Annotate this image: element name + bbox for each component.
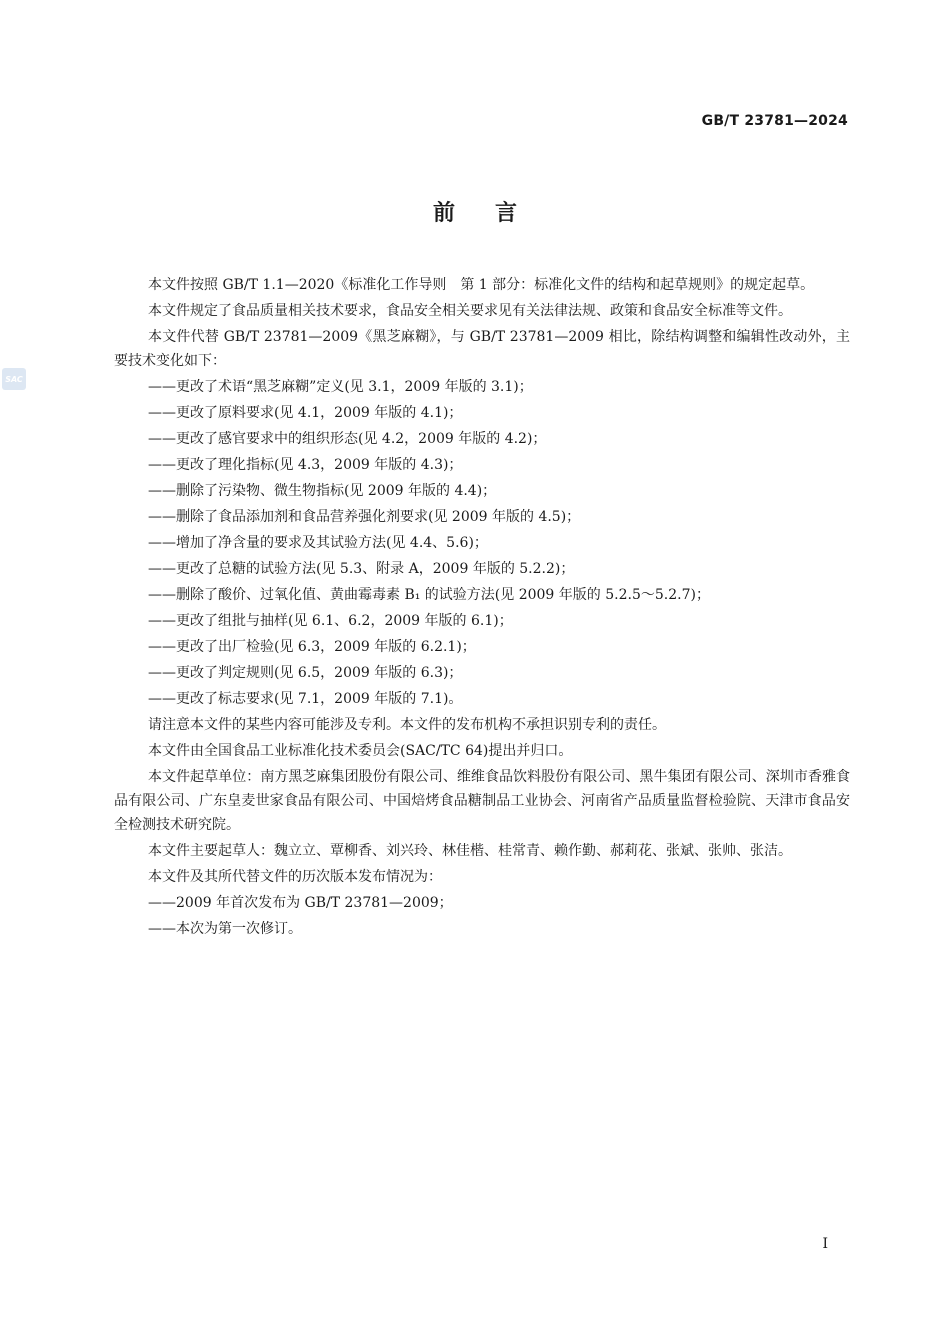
list-item: ——更改了原料要求(见 4.1，2009 年版的 4.1)； xyxy=(148,405,463,421)
list-item: ——本次为第一次修订。 xyxy=(148,921,302,937)
change-list xyxy=(114,375,850,711)
page-title: 前言 xyxy=(432,201,557,226)
paragraph: 请注意本文件的某些内容可能涉及专利。本文件的发布机构不承担识别专利的责任。 xyxy=(148,717,666,733)
list-item: ——更改了组批与抽样(见 6.1、6.2，2009 年版的 6.1)； xyxy=(148,613,513,629)
paragraph: 本文件规定了食品质量相关技术要求，食品安全相关要求见有关法律法规、政策和食品安全标准等文件。 xyxy=(148,303,792,319)
document-body xyxy=(114,273,850,943)
list-item: ——删除了污染物、微生物指标(见 2009 年版的 4.4)； xyxy=(148,483,497,499)
sac-watermark-logo: SAC xyxy=(2,368,26,390)
list-item: ——删除了酸价、过氧化值、黄曲霉毒素 B₁ 的试验方法(见 2009 年版的 5.2.5～5.2.7)； xyxy=(148,587,710,603)
list-item: ——更改了感官要求中的组织形态(见 4.2，2009 年版的 4.2)； xyxy=(148,431,547,447)
standard-code: GB/T 23781—2024 xyxy=(701,113,848,129)
list-item: ——删除了食品添加剂和食品营养强化剂要求(见 2009 年版的 4.5)； xyxy=(148,509,581,525)
paragraph: 本文件主要起草人：魏立立、覃柳香、刘兴玲、林佳楷、桂常青、赖作勤、郝莉花、张斌、张帅、张洁。 xyxy=(148,843,792,859)
page-number: I xyxy=(822,1236,828,1252)
list-item: ——更改了术语“黑芝麻糊”定义(见 3.1，2009 年版的 3.1)； xyxy=(148,379,533,395)
paragraph: 本文件及其所代替文件的历次版本发布情况为： xyxy=(148,869,442,885)
list-item: ——更改了总糖的试验方法(见 5.3、附录 A，2009 年版的 5.2.2)； xyxy=(148,561,575,577)
list-item: ——更改了理化指标(见 4.3，2009 年版的 4.3)； xyxy=(148,457,463,473)
list-item: ——2009 年首次发布为 GB/T 23781—2009； xyxy=(148,895,453,911)
paragraph: 本文件代替 GB/T 23781—2009《黑芝麻糊》，与 GB/T 23781—2009 相比，除结构调整和编辑性改动外，主要技术变化如下： xyxy=(114,329,850,369)
list-item: ——更改了出厂检验(见 6.3，2009 年版的 6.2.1)； xyxy=(148,639,476,655)
history-list xyxy=(114,891,850,941)
paragraph: 本文件由全国食品工业标准化技术委员会(SAC/TC 64)提出并归口。 xyxy=(148,743,573,759)
list-item: ——更改了标志要求(见 7.1，2009 年版的 7.1)。 xyxy=(148,691,463,707)
paragraph: 本文件起草单位：南方黑芝麻集团股份有限公司、维维食品饮料股份有限公司、黑牛集团有限公司、深圳市香雅食品有限公司、广东皇麦世家食品有限公司、中国焙烤食品糖制品工业协会、河南省产品质量监督检验院、天津市食品安全检测技术研究院。 xyxy=(114,769,850,833)
list-item: ——更改了判定规则(见 6.5，2009 年版的 6.3)； xyxy=(148,665,463,681)
list-item: ——增加了净含量的要求及其试验方法(见 4.4、5.6)； xyxy=(148,535,488,551)
paragraph: 本文件按照 GB/T 1.1—2020《标准化工作导则 第 1 部分：标准化文件的结构和起草规则》的规定起草。 xyxy=(148,277,815,293)
